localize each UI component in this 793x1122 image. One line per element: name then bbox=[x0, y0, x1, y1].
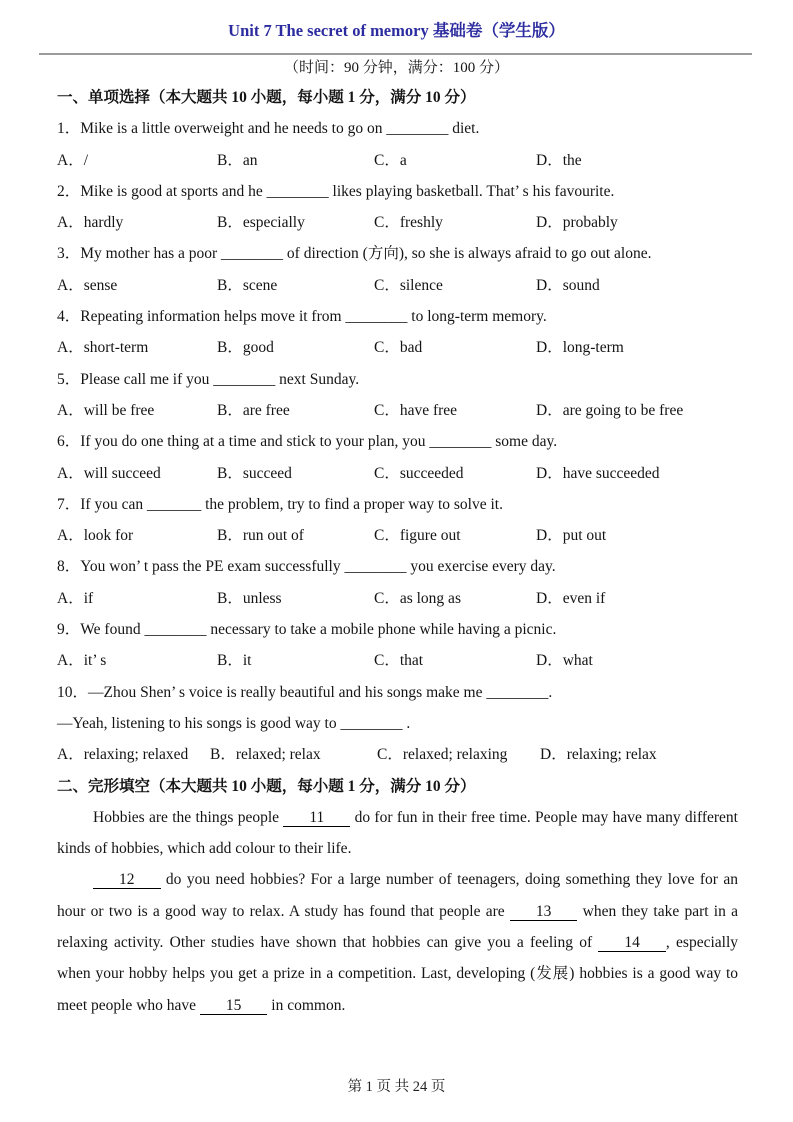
option-label: D． bbox=[536, 652, 563, 670]
section1-heading: 一、单项选择（本大题共 10 小题，每小题 1 分，满分 10 分） bbox=[57, 89, 476, 106]
question-5-option-c: C．have free bbox=[374, 401, 458, 419]
option-label: C． bbox=[374, 464, 400, 482]
option-label: B． bbox=[217, 527, 243, 545]
question-10-stem-line1: 10．—Zhou Shen’ s voice is really beautiful and his songs make me ________. bbox=[57, 683, 553, 701]
question-1-option-c: C．a bbox=[374, 151, 407, 169]
question-8-option-c: C．as long as bbox=[374, 589, 461, 607]
option-label: D． bbox=[536, 276, 563, 294]
question-4-option-a: A．short-term bbox=[57, 339, 149, 357]
question-5-options-row bbox=[57, 395, 738, 426]
option-label: A． bbox=[57, 339, 84, 357]
question-8-number: 8． bbox=[57, 558, 81, 576]
question-5-option-a: A．will be free bbox=[57, 401, 155, 419]
question-3-option-c: C．silence bbox=[374, 276, 443, 294]
cloze-blank-14: 14 bbox=[598, 934, 666, 952]
option-label: B． bbox=[217, 401, 243, 419]
option-label: A． bbox=[57, 276, 84, 294]
option-label: B． bbox=[217, 339, 243, 357]
question-7-option-b: B．run out of bbox=[217, 527, 304, 545]
question-10-number: 10． bbox=[57, 683, 89, 701]
option-label: C． bbox=[374, 214, 400, 232]
question-7-option-d: D．put out bbox=[536, 527, 607, 545]
question-9-option-d: D．what bbox=[536, 652, 593, 670]
option-label: B． bbox=[217, 652, 243, 670]
question-9-option-a: A．it’ s bbox=[57, 652, 107, 670]
question-4-option-d: D．long-term bbox=[536, 339, 624, 357]
option-label: C． bbox=[374, 527, 400, 545]
question-4-option-c: C．bad bbox=[374, 339, 423, 357]
cloze-passage bbox=[57, 802, 738, 1021]
question-2-options-row bbox=[57, 207, 738, 238]
option-label: D． bbox=[540, 746, 567, 764]
multiple-choice-section bbox=[57, 113, 738, 770]
question-2-option-b: B．especially bbox=[217, 214, 305, 232]
question-6-option-b: B．succeed bbox=[217, 464, 292, 482]
option-label: B． bbox=[217, 276, 243, 294]
option-label: C． bbox=[374, 589, 400, 607]
question-1-stem: 1．Mike is a little overweight and he needs to go on ________ diet. bbox=[57, 120, 480, 138]
question-3-stem: 3．My mother has a poor ________ of direction (方向), so she is always afraid to go out alone. bbox=[57, 245, 652, 263]
question-8-option-b: B．unless bbox=[217, 589, 282, 607]
question-2-option-d: D．probably bbox=[536, 214, 618, 232]
question-4-option-b: B．good bbox=[217, 339, 274, 357]
option-label: A． bbox=[57, 151, 84, 169]
option-label: C． bbox=[374, 151, 400, 169]
question-5-option-b: B．are free bbox=[217, 401, 290, 419]
question-1-option-b: B．an bbox=[217, 151, 258, 169]
question-8-stem: 8．You won’ t pass the PE exam successfully ________ you exercise every day. bbox=[57, 558, 556, 576]
question-4-stem: 4．Repeating information helps move it from ________ to long-term memory. bbox=[57, 308, 547, 326]
option-label: B． bbox=[210, 746, 236, 764]
option-label: A． bbox=[57, 401, 84, 419]
option-label: D． bbox=[536, 214, 563, 232]
option-label: B． bbox=[217, 464, 243, 482]
option-label: B． bbox=[217, 589, 243, 607]
question-10-stem-line2: —Yeah, listening to his songs is good way to ________ . bbox=[57, 714, 411, 732]
question-6-option-c: C．succeeded bbox=[374, 464, 464, 482]
cloze-blank-13: 13 bbox=[510, 903, 578, 921]
question-9-option-c: C．that bbox=[374, 652, 424, 670]
question-2-number: 2． bbox=[57, 182, 81, 200]
option-label: A． bbox=[57, 746, 84, 764]
question-7-option-a: A．look for bbox=[57, 527, 134, 545]
question-2-option-a: A．hardly bbox=[57, 214, 124, 232]
cloze-paragraph-1: Hobbies are the things people 11 do for fun in their free time. People may have many different kinds of hobbies, which add colour to their life. bbox=[57, 808, 738, 858]
question-10-option-d: D．relaxing; relax bbox=[540, 746, 657, 764]
time-score-line: （时间：90 分钟，满分：100 分） bbox=[283, 60, 509, 76]
question-9-options-row bbox=[57, 645, 738, 676]
question-6-number: 6． bbox=[57, 433, 81, 451]
question-6-options-row bbox=[57, 458, 738, 489]
question-3-number: 3． bbox=[57, 245, 81, 263]
question-6-option-d: D．have succeeded bbox=[536, 464, 660, 482]
cloze-blank-12: 12 bbox=[93, 871, 161, 889]
option-label: A． bbox=[57, 464, 84, 482]
page-number: 第 1 页 共 24 页 bbox=[347, 1079, 446, 1095]
option-label: B． bbox=[217, 151, 243, 169]
option-label: A． bbox=[57, 527, 84, 545]
option-label: C． bbox=[374, 652, 400, 670]
option-label: D． bbox=[536, 589, 563, 607]
option-label: C． bbox=[374, 339, 400, 357]
question-1-option-a: A．/ bbox=[57, 151, 89, 169]
option-label: A． bbox=[57, 652, 84, 670]
section2-heading: 二、完形填空（本大题共 10 小题，每小题 1 分，满分 10 分） bbox=[57, 777, 476, 795]
question-8-option-a: A．if bbox=[57, 589, 94, 607]
option-label: B． bbox=[217, 214, 243, 232]
option-label: A． bbox=[57, 214, 84, 232]
question-5-number: 5． bbox=[57, 370, 81, 388]
question-2-option-c: C．freshly bbox=[374, 214, 443, 232]
question-3-options-row bbox=[57, 270, 738, 301]
option-label: D． bbox=[536, 151, 563, 169]
question-10-options-row bbox=[57, 739, 738, 770]
question-6-stem: 6．If you do one thing at a time and stick to your plan, you ________ some day. bbox=[57, 433, 558, 451]
option-label: C． bbox=[374, 401, 400, 419]
cloze-paragraph-2: 12 do you need hobbies? For a large number of teenagers, doing something they love for an hour or two is a good way to relax. A study has found that people are 13 when they take part in a relaxing activity. Other studies have shown that hobbies can give you a feeling of 14 , especially when your hobby helps you get a prize in a competition. Last, developing (发展) hobbies is a good way to meet people who have 15 in common. bbox=[57, 871, 738, 1014]
question-9-option-b: B．it bbox=[217, 652, 252, 670]
option-label: D． bbox=[536, 464, 563, 482]
option-label: C． bbox=[377, 746, 403, 764]
document-body bbox=[0, 82, 793, 1021]
question-8-option-d: D．even if bbox=[536, 589, 606, 607]
option-label: D． bbox=[536, 339, 563, 357]
option-label: D． bbox=[536, 401, 563, 419]
question-2-stem: 2．Mike is good at sports and he ________ likes playing basketball. That’ s his favourite. bbox=[57, 182, 615, 200]
question-3-option-d: D．sound bbox=[536, 276, 600, 294]
question-5-option-d: D．are going to be free bbox=[536, 401, 684, 419]
question-9-number: 9． bbox=[57, 621, 81, 639]
question-5-stem: 5．Please call me if you ________ next Sunday. bbox=[57, 370, 360, 388]
question-7-options-row bbox=[57, 520, 738, 551]
question-6-option-a: A．will succeed bbox=[57, 464, 161, 482]
question-10-option-b: B．relaxed; relax bbox=[210, 746, 321, 764]
option-label: D． bbox=[536, 527, 563, 545]
option-label: A． bbox=[57, 589, 84, 607]
question-4-options-row bbox=[57, 332, 738, 363]
question-7-option-c: C．figure out bbox=[374, 527, 461, 545]
question-3-option-a: A．sense bbox=[57, 276, 118, 294]
question-8-options-row bbox=[57, 583, 738, 614]
question-4-number: 4． bbox=[57, 308, 81, 326]
question-1-options-row bbox=[57, 145, 738, 176]
page-title: Unit 7 The secret of memory 基础卷（学生版） bbox=[228, 21, 565, 40]
cloze-blank-15: 15 bbox=[200, 997, 268, 1015]
question-7-number: 7． bbox=[57, 495, 81, 513]
cloze-blank-11: 11 bbox=[283, 809, 350, 827]
question-9-stem: 9．We found ________ necessary to take a mobile phone while having a picnic. bbox=[57, 621, 557, 639]
question-3-option-b: B．scene bbox=[217, 276, 278, 294]
question-1-option-d: D．the bbox=[536, 151, 582, 169]
question-1-number: 1． bbox=[57, 120, 81, 138]
option-label: C． bbox=[374, 276, 400, 294]
question-7-stem: 7．If you can _______ the problem, try to find a proper way to solve it. bbox=[57, 495, 503, 513]
question-10-option-c: C．relaxed; relaxing bbox=[377, 746, 508, 764]
question-10-option-a: A．relaxing; relaxed bbox=[57, 746, 189, 764]
